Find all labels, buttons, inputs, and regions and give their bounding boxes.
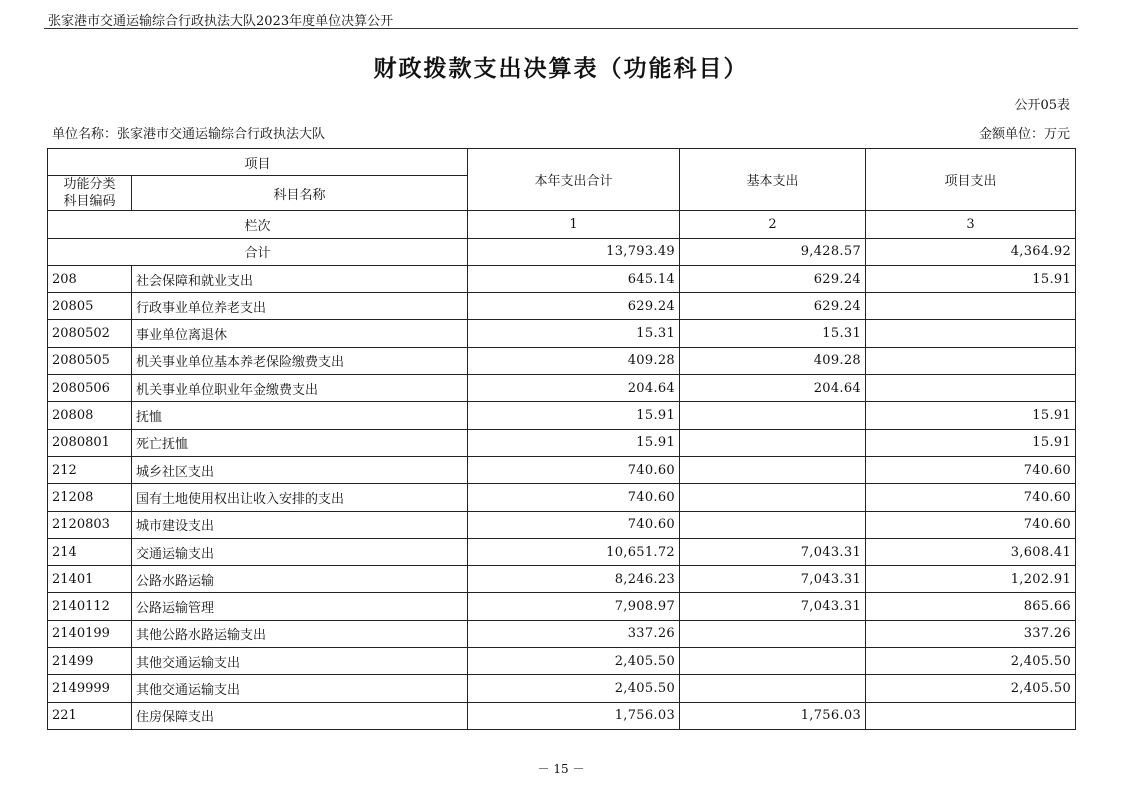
amount-project <box>866 320 1076 347</box>
header-project-expenditure: 项目支出 <box>866 149 1076 211</box>
subject-code: 214 <box>48 538 132 565</box>
table-row <box>48 265 1076 292</box>
amount-basic <box>680 620 866 647</box>
expenditure-table <box>47 148 1076 730</box>
amount-total: 629.24 <box>468 293 680 320</box>
subject-code: 20808 <box>48 402 132 429</box>
subject-code: 21401 <box>48 566 132 593</box>
subject-name: 其他交通运输支出 <box>132 648 468 675</box>
amount-project: 740.60 <box>866 456 1076 483</box>
subject-name: 其他公路水路运输支出 <box>132 620 468 647</box>
subject-name: 国有土地使用权出让收入安排的支出 <box>132 484 468 511</box>
amount-unit: 金额单位：万元 <box>978 127 1070 142</box>
subject-name: 住房保障支出 <box>132 702 468 729</box>
total-row <box>48 238 1076 265</box>
table-row <box>48 375 1076 402</box>
amount-total: 2,405.50 <box>468 675 680 702</box>
amount-basic <box>680 511 866 538</box>
subject-code: 2080502 <box>48 320 132 347</box>
amount-basic <box>680 456 866 483</box>
amount-basic: 7,043.31 <box>680 593 866 620</box>
page-number: － 15 － <box>537 762 585 776</box>
amount-project <box>866 375 1076 402</box>
amount-total: 1,756.03 <box>468 702 680 729</box>
table-row <box>48 429 1076 456</box>
subject-code: 21208 <box>48 484 132 511</box>
amount-project: 2,405.50 <box>866 675 1076 702</box>
amount-basic: 7,043.31 <box>680 538 866 565</box>
amount-total: 409.28 <box>468 347 680 374</box>
subject-code: 2080505 <box>48 347 132 374</box>
amount-total: 2,405.50 <box>468 648 680 675</box>
subject-name: 行政事业单位养老支出 <box>132 293 468 320</box>
subject-code: 2080506 <box>48 375 132 402</box>
total-basic: 9,428.57 <box>680 238 866 265</box>
table-row <box>48 702 1076 729</box>
column-index-label: 栏次 <box>48 211 468 238</box>
running-header: 张家港市交通运输综合行政执法大队2023年度单位决算公开 <box>48 14 394 29</box>
total-label: 合计 <box>48 238 468 265</box>
amount-basic: 629.24 <box>680 293 866 320</box>
subject-code: 2080801 <box>48 429 132 456</box>
table-code: 公开05表 <box>1014 98 1070 113</box>
page-title: 财政拨款支出决算表（功能科目） <box>373 55 749 82</box>
amount-project: 740.60 <box>866 511 1076 538</box>
total-project: 4,364.92 <box>866 238 1076 265</box>
amount-basic: 629.24 <box>680 265 866 292</box>
subject-name: 城乡社区支出 <box>132 456 468 483</box>
amount-project: 1,202.91 <box>866 566 1076 593</box>
header-basic: 基本支出 <box>680 149 866 211</box>
amount-total: 15.91 <box>468 402 680 429</box>
amount-basic <box>680 429 866 456</box>
table-row <box>48 484 1076 511</box>
table-row <box>48 320 1076 347</box>
subject-name: 社会保障和就业支出 <box>132 265 468 292</box>
table-row <box>48 566 1076 593</box>
subject-code: 20805 <box>48 293 132 320</box>
subject-name: 抚恤 <box>132 402 468 429</box>
amount-total: 15.91 <box>468 429 680 456</box>
subject-name: 其他交通运输支出 <box>132 675 468 702</box>
subject-code: 2140112 <box>48 593 132 620</box>
amount-project: 3,608.41 <box>866 538 1076 565</box>
amount-basic: 15.31 <box>680 320 866 347</box>
table-row <box>48 620 1076 647</box>
subject-name: 公路运输管理 <box>132 593 468 620</box>
table-row <box>48 511 1076 538</box>
amount-total: 740.60 <box>468 456 680 483</box>
subject-code: 2120803 <box>48 511 132 538</box>
amount-total: 740.60 <box>468 511 680 538</box>
header-project: 项目 <box>48 149 468 176</box>
subject-name: 机关事业单位职业年金缴费支出 <box>132 375 468 402</box>
amount-project <box>866 702 1076 729</box>
subject-name: 公路水路运输 <box>132 566 468 593</box>
amount-total: 7,908.97 <box>468 593 680 620</box>
amount-project: 15.91 <box>866 429 1076 456</box>
column-index-row <box>48 211 1076 238</box>
amount-basic <box>680 648 866 675</box>
subject-code: 2140199 <box>48 620 132 647</box>
amount-project: 2,405.50 <box>866 648 1076 675</box>
subject-name: 交通运输支出 <box>132 538 468 565</box>
subject-code: 21499 <box>48 648 132 675</box>
amount-project: 740.60 <box>866 484 1076 511</box>
table-row <box>48 593 1076 620</box>
amount-total: 15.31 <box>468 320 680 347</box>
subject-name: 机关事业单位基本养老保险缴费支出 <box>132 347 468 374</box>
header-rule <box>44 28 1078 29</box>
subject-name: 死亡抚恤 <box>132 429 468 456</box>
subject-name: 事业单位离退休 <box>132 320 468 347</box>
subject-code: 221 <box>48 702 132 729</box>
header-total: 本年支出合计 <box>468 149 680 211</box>
amount-total: 337.26 <box>468 620 680 647</box>
amount-project: 337.26 <box>866 620 1076 647</box>
column-index-3: 3 <box>866 211 1076 238</box>
amount-total: 10,651.72 <box>468 538 680 565</box>
table-row <box>48 456 1076 483</box>
amount-total: 8,246.23 <box>468 566 680 593</box>
table-row <box>48 293 1076 320</box>
amount-basic <box>680 675 866 702</box>
amount-project: 865.66 <box>866 593 1076 620</box>
table-row <box>48 538 1076 565</box>
amount-total: 645.14 <box>468 265 680 292</box>
subject-name: 城市建设支出 <box>132 511 468 538</box>
amount-project: 15.91 <box>866 402 1076 429</box>
amount-basic <box>680 402 866 429</box>
column-index-2: 2 <box>680 211 866 238</box>
header-row-1 <box>48 149 1076 176</box>
amount-total: 204.64 <box>468 375 680 402</box>
amount-basic <box>680 484 866 511</box>
amount-basic: 7,043.31 <box>680 566 866 593</box>
subject-code: 2149999 <box>48 675 132 702</box>
table-row <box>48 347 1076 374</box>
header-subject-name: 科目名称 <box>132 176 468 211</box>
unit-name: 单位名称：张家港市交通运输综合行政执法大队 <box>52 127 326 142</box>
column-index-1: 1 <box>468 211 680 238</box>
table-row <box>48 675 1076 702</box>
table-row <box>48 402 1076 429</box>
subject-code: 212 <box>48 456 132 483</box>
amount-project: 15.91 <box>866 265 1076 292</box>
amount-total: 740.60 <box>468 484 680 511</box>
table-row <box>48 648 1076 675</box>
amount-basic: 204.64 <box>680 375 866 402</box>
amount-basic: 1,756.03 <box>680 702 866 729</box>
amount-project <box>866 347 1076 374</box>
header-function-code: 功能分类 科目编码 <box>48 176 132 211</box>
amount-basic: 409.28 <box>680 347 866 374</box>
total-amount: 13,793.49 <box>468 238 680 265</box>
subject-code: 208 <box>48 265 132 292</box>
amount-project <box>866 293 1076 320</box>
